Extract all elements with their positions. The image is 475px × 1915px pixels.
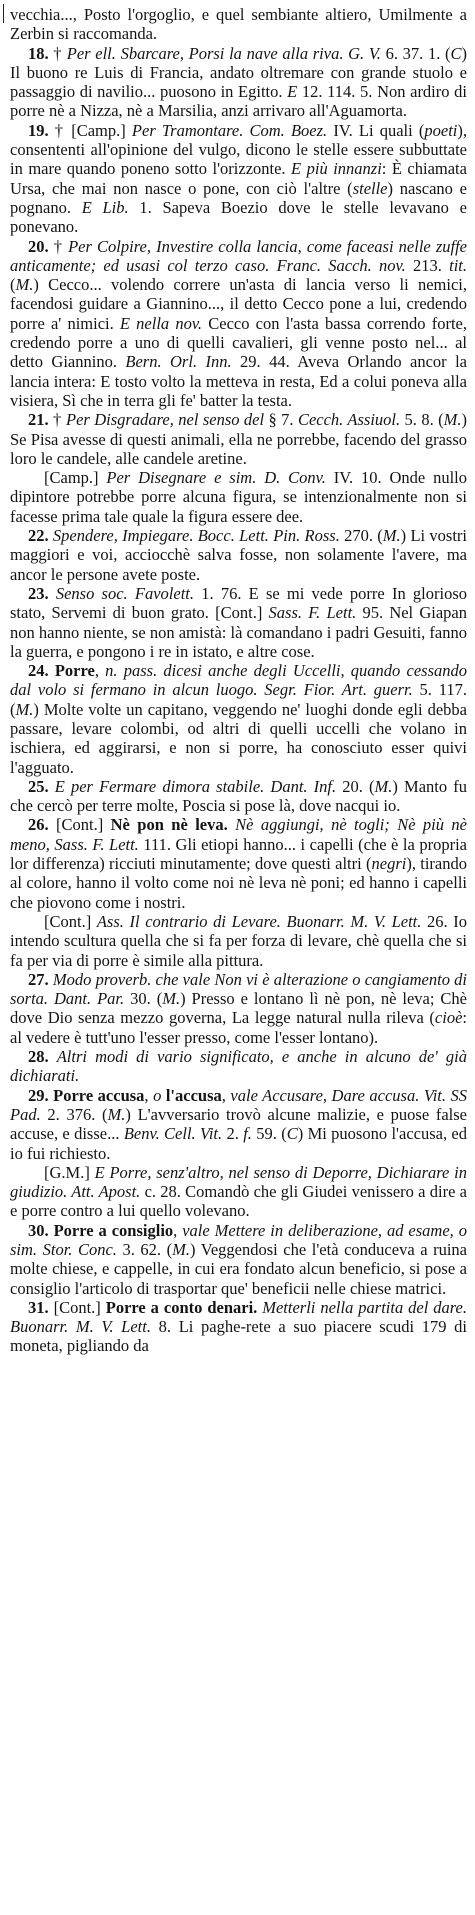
italic-text: o: [153, 1085, 162, 1105]
body-text: [Cont.]: [44, 911, 97, 931]
italic-text: E per Fermare dimora stabile. Dant. Inf.: [54, 776, 337, 796]
dictionary-entry: [10, 526, 467, 584]
italic-text: E Porre, senz'altro, nel senso di Deporre, Dichiarare in giudizio. Att. Apost.: [10, 1162, 467, 1202]
body-text: ) Se Pisa avesse di questi animali, ella ne porrebbe, facendo del grasso loro le candele, alle candele aretine.: [10, 410, 468, 468]
italic-text: vale Mettere in deliberazione, ad esame, o sim. Stor. Conc.: [10, 1220, 467, 1259]
italic-text: Per Colpire, Investire colla lancia, come faceasi nelle zuffe anticamente; ed usasi col terzo caso. Franc. Sacch. nov.: [10, 236, 467, 275]
body-text: ) Veggendosi che l'età conduceva a ruina molte chiese, e cappelle, in cui era fondato alcun beneficio, si pose a consiglio l'articolo di trasportar que' beneficii nelle chiese matrici.: [10, 1240, 467, 1298]
italic-text: E più innanzi: [291, 159, 382, 179]
italic-text: Spendere, Impiegare. Bocc. Lett. Pin. Ross.: [52, 526, 340, 546]
dictionary-entry: [10, 584, 467, 661]
italic-text: M.: [172, 1240, 190, 1259]
italic-text: n. pass. dicesi anche degli Uccelli, quando cessando dal volo si fermano in alcun luogo. Segr. Fior. Art. guerr.: [10, 661, 467, 700]
body-text: [49, 584, 56, 603]
italic-text: M.: [443, 410, 462, 430]
body-text: 59. (: [251, 1124, 287, 1144]
body-text: ) Manto fu che cercò per terre molte, Poscia si pose là, dove nacqui io.: [10, 776, 467, 816]
italic-text: M.: [15, 699, 34, 719]
body-text: 1. Sapeva Boezio dove le stelle levavano e ponevano.: [10, 197, 467, 237]
body-text: 213.: [405, 255, 450, 275]
entry-heading-text: 18.: [28, 43, 49, 63]
body-text: [Cont.]: [48, 1297, 106, 1317]
italic-text: M.: [15, 275, 34, 295]
dictionary-subentry: [10, 1163, 467, 1221]
margin-rule: [3, 4, 4, 23]
entry-heading-text: l'accusa: [161, 1085, 222, 1105]
body-text: †: [48, 236, 69, 256]
continued-text: [10, 5, 467, 44]
italic-text: Bern. Orl. Inn.: [125, 352, 232, 372]
italic-text: M.: [382, 526, 401, 546]
italic-text: Altri modi di vario significato, e anche in alcuno de' già dichiarati.: [10, 1047, 467, 1086]
dictionary-entry: [10, 777, 467, 816]
dictionary-entry: [10, 121, 467, 237]
body-text: [G.M.]: [44, 1162, 95, 1182]
body-text: † [Camp.]: [48, 120, 132, 140]
italic-text: f.: [243, 1124, 252, 1144]
dictionary-entry: [10, 970, 467, 1047]
body-text: Cecco con l'asta bassa correndo forte, credendo porre a uno di quelli cavalieri, gli venne posto nel... al detto Giannino.: [10, 313, 467, 372]
entry-heading-text: 24. Porre: [28, 661, 95, 681]
entry-heading-text: 28.: [28, 1047, 49, 1067]
italic-text: vale Accusare, Dare accusa. Vit. SS Pad.: [10, 1085, 468, 1124]
body-text: ) L'avversario trovò alcune malizie, e puose false accuse, e disse...: [10, 1104, 468, 1144]
body-text: †: [48, 410, 66, 430]
entry-heading-text: 30. Porre a consiglio: [28, 1220, 174, 1240]
body-text: § 7.: [264, 410, 298, 430]
body-text: ) Mi puosono l'accusa, ed io fui richiesto.: [10, 1124, 467, 1163]
italic-text: M.: [107, 1104, 126, 1124]
italic-text: Sass. F. Lett.: [268, 603, 357, 623]
body-text: ) Li vostri maggiori e voi, acciocchè salva fosse, non solamente l'avere, ma ancor le persone avete poste.: [10, 526, 467, 584]
entry-heading-text: 23.: [28, 583, 49, 603]
body-text: 5. 117. (: [10, 680, 467, 719]
dictionary-entry: [10, 1047, 467, 1086]
italic-text: Modo proverb. che vale Non vi è alterazione o cangiamento di sorta. Dant. Par.: [10, 969, 468, 1009]
body-text: 2. 376. (: [40, 1104, 108, 1124]
italic-text: Benv. Cell. Vit.: [123, 1124, 223, 1144]
body-text: ,: [173, 1220, 183, 1240]
entry-heading-text: 25.: [28, 776, 49, 796]
entry-heading-text: 20.: [28, 236, 49, 256]
italic-text: cioè: [434, 1008, 463, 1028]
dictionary-column: [10, 5, 467, 1356]
body-text: IV. 10. Onde nullo dipintore potrebbe porre alcuna figura, se intenzionalmente non si facesse prima tale quale la figura essere dee.: [10, 468, 468, 526]
body-text: ), consententi all'opinione del vulgo, dicono le stelle essere subbuttate in mare quando poneno sotto l'orizzonte.: [10, 120, 467, 179]
dictionary-subentry: [10, 468, 467, 526]
body-text: ) Molte volte un capitano, veggendo ne' luoghi donde egli debba passare, levare colombi, od altri di quelli uccelli che volano in ischiera, ed aggirarsi, e non si porre, ha conosciuto esser quivi l'agguato.: [10, 699, 467, 777]
italic-text: Ass. Il contrario di Levare. Buonarr. M. V. Lett.: [96, 911, 422, 931]
italic-text: Per Tramontare. Com. Boez.: [131, 120, 328, 140]
body-text: vecchia..., Posto l'orgoglio, e quel sembiante altiero, Umilmente a Zerbin si raccomanda.: [10, 5, 467, 44]
dictionary-entry: [10, 410, 467, 468]
body-text: 12. 114. 5. Non ardiro di porre nè a Nizza, nè a Marsilia, anzi arrivaro all'Aguamorta.: [10, 82, 467, 121]
body-text: [Cont.]: [48, 815, 111, 835]
italic-text: Per ell. Sbarcare, Porsi la nave alla riva. G. V.: [66, 43, 381, 63]
italic-text: C: [450, 43, 462, 63]
body-text: 5. 8. (: [400, 410, 444, 430]
body-text: ) Il buono re Luis di Francia, andato oltremare con grande stuolo e passaggio di navilio... puosono in Egitto.: [10, 43, 468, 102]
dictionary-entry: [10, 815, 467, 911]
dictionary-entry: [10, 44, 467, 121]
italic-text: E Lib.: [81, 197, 129, 217]
entry-heading-text: 29. Porre accusa: [28, 1085, 145, 1105]
body-text: †: [48, 43, 67, 63]
dictionary-entry: [10, 1298, 467, 1356]
italic-text: E: [287, 82, 298, 102]
entry-heading-text: Nè pon nè leva.: [110, 815, 228, 835]
body-text: (: [10, 275, 16, 295]
body-text: c. 28. Comandò che gli Giudei venissero a dire a e porre contro a lui quello volevano.: [10, 1182, 467, 1221]
italic-text: E nella nov.: [119, 313, 203, 333]
body-text: 26. Io intendo scultura quella che si fa per forza di levare, chè quella che si fa per via di porre è simile alla pittura.: [10, 911, 467, 970]
italic-text: Per Disgradare, nel senso del: [66, 410, 265, 430]
body-text: : al vedere è tutt'uno l'esser presso, come l'esser lontano).: [10, 1008, 467, 1047]
entry-heading-text: 27.: [28, 969, 49, 989]
italic-text: poeti: [424, 120, 458, 140]
body-text: 270. (: [339, 526, 383, 546]
body-text: 2.: [222, 1124, 244, 1144]
body-text: IV. Li quali (: [327, 120, 425, 140]
body-text: ) Cecco... volendo correre un'asta di lancia verso li nemici, facendosi guidare a Giannino..., il detto Cecco pone a lui, credendo porre a' nimici.: [10, 275, 467, 333]
body-text: 3. 62. (: [116, 1240, 173, 1259]
body-text: 30. (: [124, 989, 163, 1009]
entry-heading-text: 26.: [28, 815, 49, 835]
dictionary-entry: [10, 1086, 467, 1163]
dictionary-entry: [10, 237, 467, 411]
body-text: ,: [144, 1085, 154, 1105]
italic-text: Nè aggiungi, nè togli; Nè più nè meno, Sass. F. Lett.: [10, 815, 467, 854]
body-text: 95. Nel Giapan non hanno niente, se non amistà: là comandano i padri Gesuiti, fanno la guerra, e pongono i re in istato, e altre cose.: [10, 603, 467, 661]
body-text: 29. 44. Aveva Orlando ancor la lancia intera: E tosto volto la metteva in resta, Ed a colui poneva alla visiera, Sì che in terra gli fe' batter la testa.: [10, 352, 467, 410]
body-text: 6. 37. 1. (: [380, 43, 451, 63]
body-text: ), tirando al colore, hanno il volto come noi nè leva nè poni; ed hanno i capelli che piovono come i nostri.: [10, 854, 467, 912]
italic-text: Cecch. Assiuol.: [297, 410, 401, 430]
body-text: ,: [221, 1085, 231, 1105]
italic-text: M.: [162, 989, 181, 1009]
italic-text: tit.: [449, 255, 468, 275]
dictionary-entry: [10, 1221, 467, 1298]
entry-heading-text: 31.: [28, 1297, 49, 1317]
dictionary-entry: [10, 661, 467, 777]
body-text: 1. 76. E se mi vede porre In glorioso stato, Servemi di buon grato. [Cont.]: [10, 583, 467, 623]
body-text: ) nascano e pognano.: [10, 178, 467, 217]
body-text: [49, 1047, 57, 1066]
italic-text: Senso soc. Favolett.: [55, 583, 194, 603]
body-text: 111. Gli etiopi hanno... i capelli (che è la propria lor differenza) ricciuti minutamente; dove questi altri (: [10, 834, 467, 874]
italic-text: M.: [374, 776, 393, 796]
entry-heading-text: 21.: [28, 410, 49, 430]
dictionary-subentry: [10, 912, 467, 970]
entry-heading-text: Porre a conto denari.: [105, 1297, 258, 1317]
italic-text: Metterli nella partita del dare. Buonarr. M. V. Lett.: [10, 1297, 467, 1337]
entry-heading-text: 19.: [28, 120, 49, 140]
italic-text: negri: [371, 854, 407, 874]
body-text: 20. (: [336, 776, 375, 796]
italic-text: stelle: [352, 178, 388, 198]
body-text: 8. Li paghe-rete a suo piacere scudi 179 di moneta, pigliando da: [10, 1317, 467, 1356]
entry-heading-text: 22.: [28, 526, 49, 546]
italic-text: C: [286, 1124, 298, 1144]
body-text: ) Presso e lontano lì nè pon, nè leva; Chè dove Dio senza mezzo governa, La legge natural nulla rileva (: [10, 989, 468, 1028]
body-text: : È chiamata Ursa, che mai non nasce o pone, con ciò l'altre (: [10, 159, 467, 198]
body-text: [Camp.]: [44, 468, 107, 488]
body-text: ,: [94, 661, 106, 681]
italic-text: Per Disegnare e sim. D. Conv.: [106, 468, 326, 488]
